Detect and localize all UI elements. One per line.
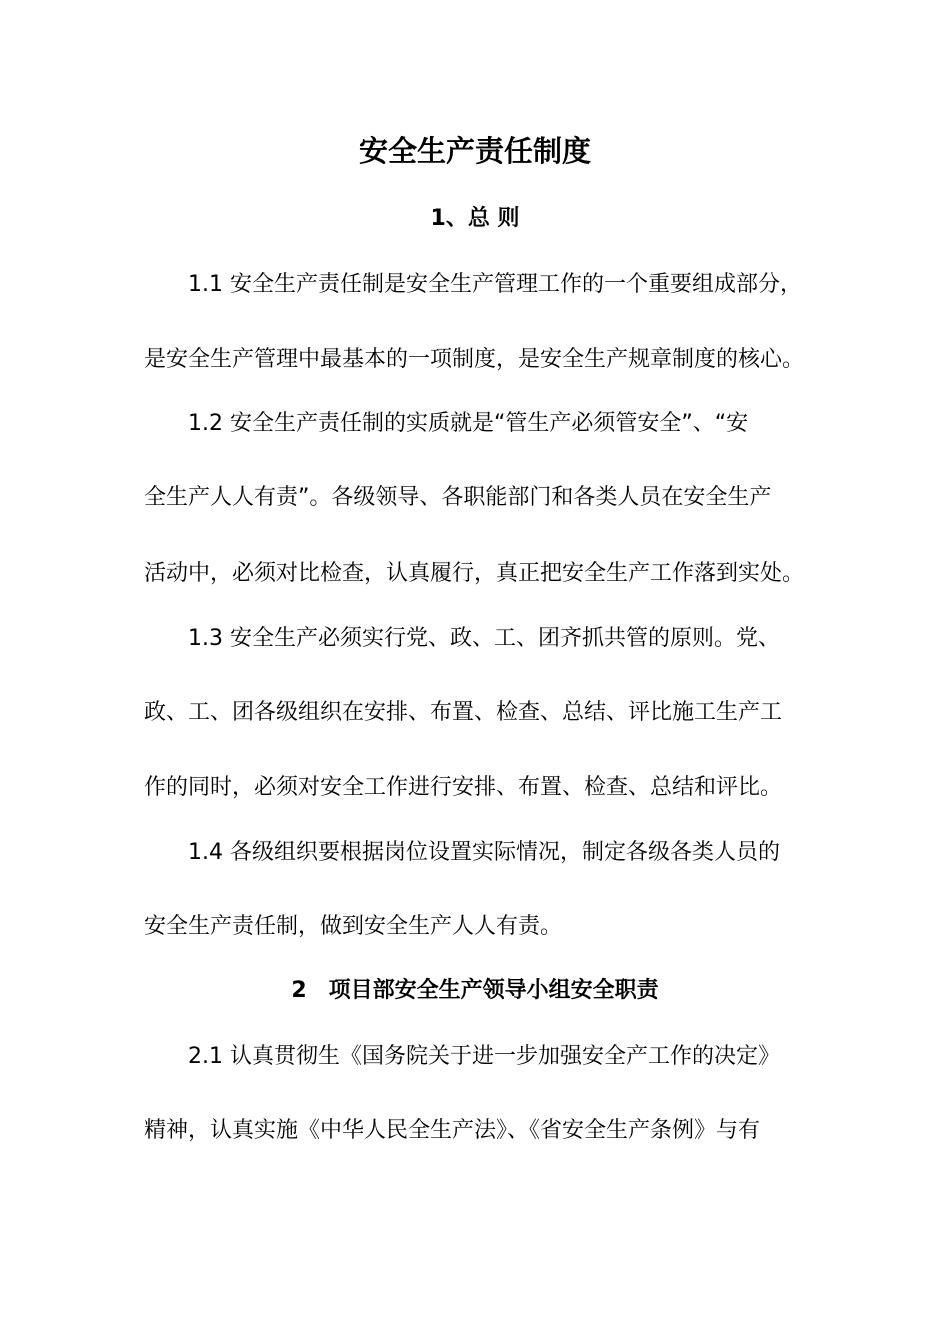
paragraph-line: 1.1 安全生产责任制是安全生产管理工作的一个重要组成部分， bbox=[188, 272, 802, 297]
paragraph-line: 1.4 各级组织要根据岗位设置实际情况，制定各级各类人员的 bbox=[188, 840, 780, 865]
paragraph-line: 1.2 安全生产责任制的实质就是“管生产必须管安全”、“安 bbox=[188, 411, 749, 436]
section-heading-leadership-duties: 2 项目部安全生产领导小组安全职责 bbox=[291, 978, 659, 1003]
document-title: 安全生产责任制度 bbox=[358, 134, 591, 168]
paragraph-line: 2.1 认真贯彻生《国务院关于进一步加强安全产工作的决定》 bbox=[188, 1044, 780, 1069]
section-heading-general: 1、总 则 bbox=[430, 206, 520, 231]
paragraph-line: 政、工、团各级组织在安排、布置、检查、总结、评比施工生产工 bbox=[144, 700, 783, 725]
paragraph-line: 是安全生产管理中最基本的一项制度，是安全生产规章制度的核心。 bbox=[144, 347, 805, 372]
paragraph-line: 1.3 安全生产必须实行党、政、工、团齐抓共管的原则。党、 bbox=[188, 626, 780, 651]
paragraph-line: 全生产人人有责”。各级领导、各职能部门和各类人员在安全生产 bbox=[144, 485, 772, 510]
paragraph-line: 精神，认真实施《中华人民全生产法》、《省安全生产条例》与有 bbox=[144, 1118, 761, 1143]
paragraph-line: 安全生产责任制，做到安全生产人人有责。 bbox=[144, 914, 563, 939]
paragraph-line: 活动中，必须对比检查，认真履行，真正把安全生产工作落到实处。 bbox=[144, 561, 805, 586]
paragraph-line: 作的同时，必须对安全工作进行安排、布置、检查、总结和评比。 bbox=[144, 775, 783, 800]
